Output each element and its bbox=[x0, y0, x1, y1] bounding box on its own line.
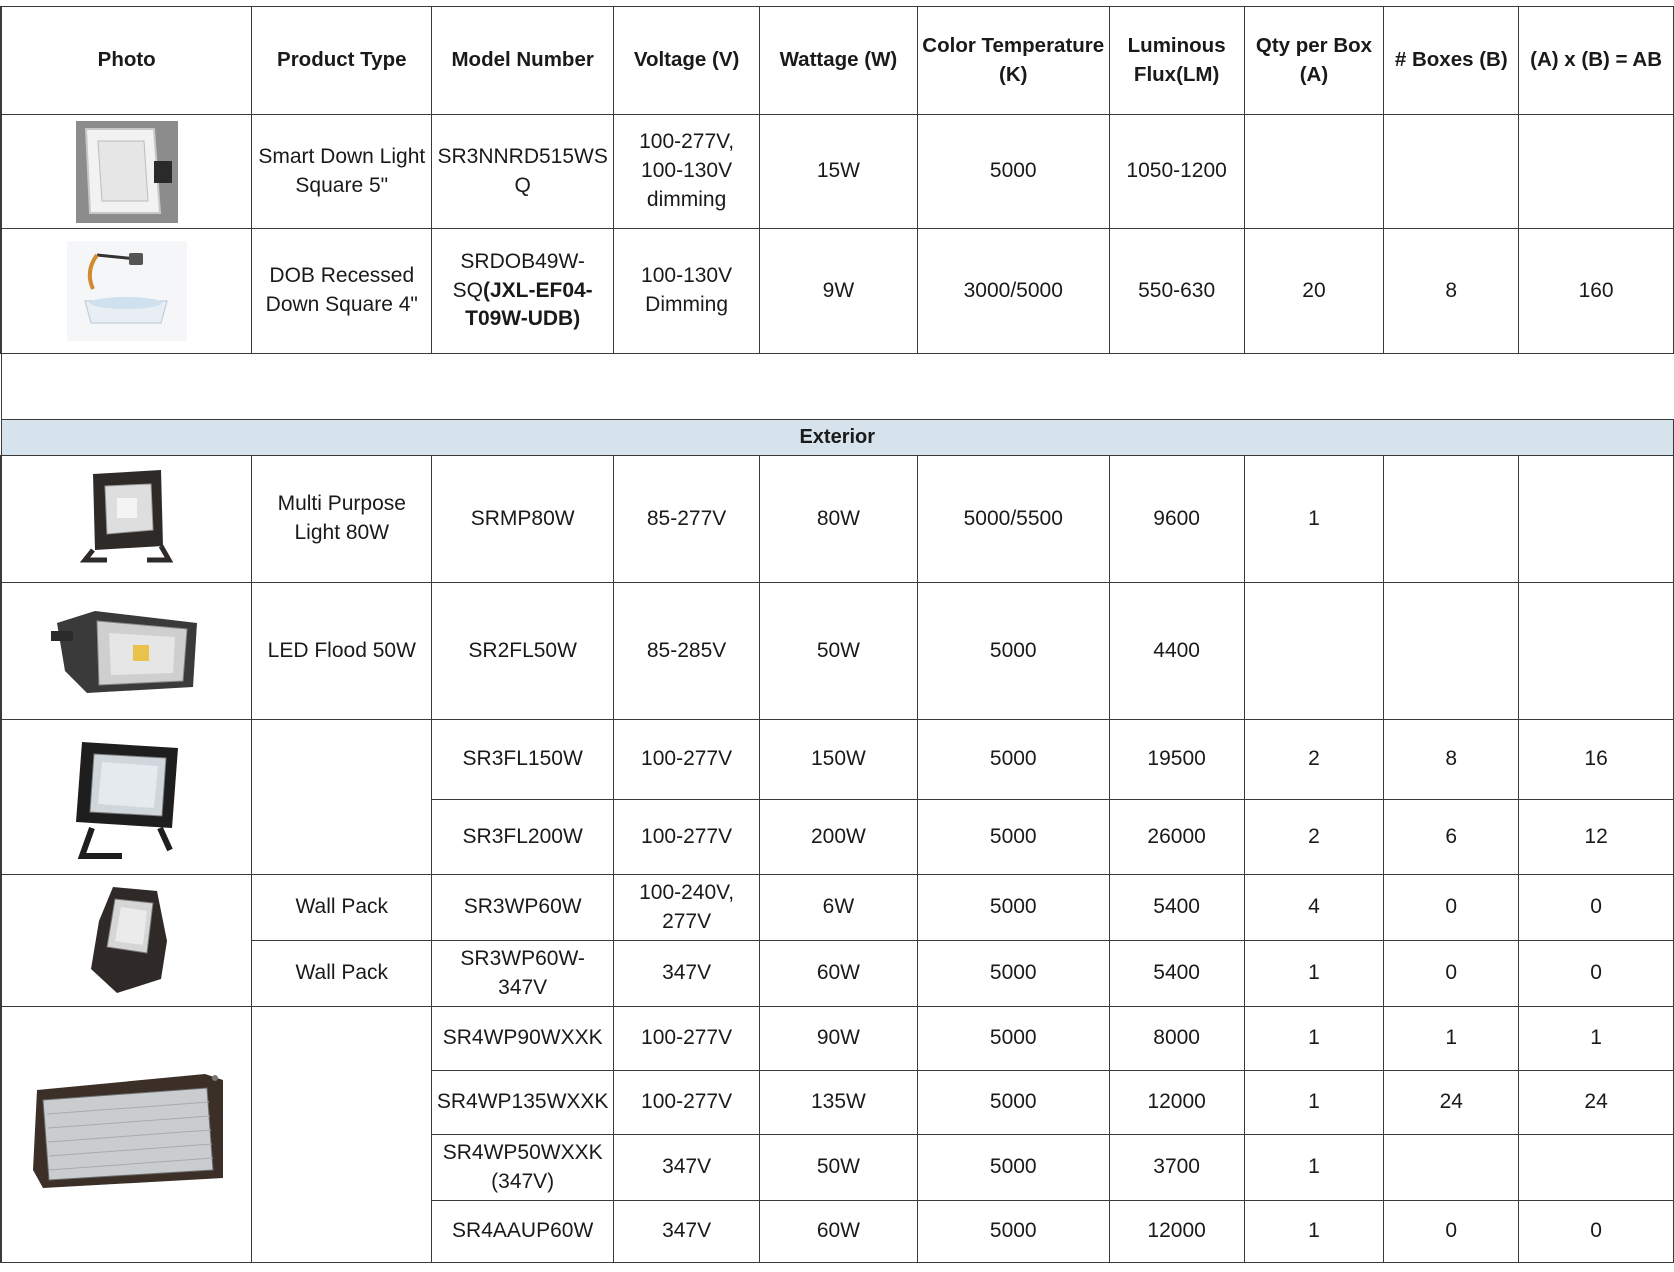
boxes-cell: 0 bbox=[1384, 941, 1519, 1007]
flux-cell: 19500 bbox=[1109, 720, 1244, 800]
product-table bbox=[0, 6, 1674, 1263]
table-row bbox=[1, 720, 1674, 800]
product-type-cell: DOB Recessed Down Square 4" bbox=[252, 229, 432, 354]
wattage-cell: 50W bbox=[760, 583, 918, 720]
flux-cell: 12000 bbox=[1109, 1071, 1244, 1135]
table-row bbox=[1, 875, 1674, 941]
wattage-cell: 50W bbox=[760, 1135, 918, 1201]
multi-purpose-light-photo bbox=[1, 456, 252, 583]
multi-purpose-light-icon bbox=[77, 464, 177, 574]
total-cell: 0 bbox=[1519, 875, 1674, 941]
voltage-cell: 85-285V bbox=[614, 583, 760, 720]
boxes-cell: 0 bbox=[1384, 875, 1519, 941]
product-type-cell: Wall Pack bbox=[252, 875, 432, 941]
table-row bbox=[1, 229, 1674, 354]
square-downlight-photo bbox=[1, 115, 252, 229]
section-exterior-label: Exterior bbox=[1, 420, 1674, 456]
table-row bbox=[1, 456, 1674, 583]
boxes-cell bbox=[1384, 115, 1519, 229]
header-model-number: Model Number bbox=[432, 7, 614, 115]
wattage-cell: 15W bbox=[760, 115, 918, 229]
product-type-cell: Wall Pack bbox=[252, 941, 432, 1007]
total-cell bbox=[1519, 1135, 1674, 1201]
section-header-row bbox=[1, 420, 1674, 456]
total-cell: 24 bbox=[1519, 1071, 1674, 1135]
total-cell: 1 bbox=[1519, 1007, 1674, 1071]
dob-recessed-icon bbox=[67, 241, 187, 341]
boxes-cell: 6 bbox=[1384, 800, 1519, 875]
table-row bbox=[1, 1007, 1674, 1071]
header-photo: Photo bbox=[1, 7, 252, 115]
qty-cell bbox=[1244, 583, 1384, 720]
model-number-cell: SR3WP60W-347V bbox=[432, 941, 614, 1007]
voltage-cell: 347V bbox=[614, 1135, 760, 1201]
model-number-cell: SR3NNRD515WSQ bbox=[432, 115, 614, 229]
boxes-cell bbox=[1384, 583, 1519, 720]
total-cell: 12 bbox=[1519, 800, 1674, 875]
boxes-cell bbox=[1384, 456, 1519, 583]
header-color-temperature: Color Temperature (K) bbox=[917, 7, 1109, 115]
header-wattage: Wattage (W) bbox=[760, 7, 918, 115]
total-cell: 0 bbox=[1519, 941, 1674, 1007]
wattage-cell: 6W bbox=[760, 875, 918, 941]
flux-cell: 550-630 bbox=[1109, 229, 1244, 354]
model-number-cell: SR3WP60W bbox=[432, 875, 614, 941]
total-cell bbox=[1519, 583, 1674, 720]
wattage-cell: 60W bbox=[760, 1201, 918, 1263]
voltage-cell: 347V bbox=[614, 1201, 760, 1263]
model-number-cell: SR4WP50WXXK (347V) bbox=[432, 1135, 614, 1201]
qty-cell: 1 bbox=[1244, 1135, 1384, 1201]
table-row bbox=[1, 115, 1674, 229]
spacer-row bbox=[1, 354, 1674, 420]
flux-cell: 26000 bbox=[1109, 800, 1244, 875]
wattage-cell: 150W bbox=[760, 720, 918, 800]
qty-cell: 2 bbox=[1244, 800, 1384, 875]
large-wall-pack-photo bbox=[1, 1007, 252, 1263]
color-temp-cell: 5000 bbox=[917, 1135, 1109, 1201]
flux-cell: 8000 bbox=[1109, 1007, 1244, 1071]
model-number-cell: SR3FL150W bbox=[432, 720, 614, 800]
voltage-cell: 100-277V, 100-130V dimming bbox=[614, 115, 760, 229]
color-temp-cell: 5000 bbox=[917, 720, 1109, 800]
header-product-type: Product Type bbox=[252, 7, 432, 115]
model-number-cell: SR4WP90WXXK bbox=[432, 1007, 614, 1071]
color-temp-cell: 5000 bbox=[917, 583, 1109, 720]
color-temp-cell: 5000 bbox=[917, 1007, 1109, 1071]
model-number-alt: (JXL-EF04-T09W-UDB) bbox=[465, 278, 593, 331]
wattage-cell: 9W bbox=[760, 229, 918, 354]
model-number-cell: SR4WP135WXXK bbox=[432, 1071, 614, 1135]
color-temp-cell: 3000/5000 bbox=[917, 229, 1109, 354]
voltage-cell: 100-130V Dimming bbox=[614, 229, 760, 354]
color-temp-cell: 5000 bbox=[917, 1071, 1109, 1135]
qty-cell: 1 bbox=[1244, 1071, 1384, 1135]
qty-cell: 20 bbox=[1244, 229, 1384, 354]
total-cell: 16 bbox=[1519, 720, 1674, 800]
flux-cell: 1050-1200 bbox=[1109, 115, 1244, 229]
table-row bbox=[1, 941, 1674, 1007]
spacer-cell bbox=[1, 354, 1674, 420]
color-temp-cell: 5000/5500 bbox=[917, 456, 1109, 583]
total-cell: 0 bbox=[1519, 1201, 1674, 1263]
voltage-cell: 100-277V bbox=[614, 800, 760, 875]
model-number-cell: SR4AAUP60W bbox=[432, 1201, 614, 1263]
product-type-cell bbox=[252, 720, 432, 875]
model-number-cell bbox=[432, 229, 614, 354]
color-temp-cell: 5000 bbox=[917, 941, 1109, 1007]
total-cell bbox=[1519, 456, 1674, 583]
voltage-cell: 85-277V bbox=[614, 456, 760, 583]
led-flood-icon bbox=[47, 601, 207, 701]
wattage-cell: 135W bbox=[760, 1071, 918, 1135]
total-cell: 160 bbox=[1519, 229, 1674, 354]
header-qty-per-box: Qty per Box (A) bbox=[1244, 7, 1384, 115]
voltage-cell: 100-240V, 277V bbox=[614, 875, 760, 941]
voltage-cell: 347V bbox=[614, 941, 760, 1007]
wattage-cell: 90W bbox=[760, 1007, 918, 1071]
wattage-cell: 200W bbox=[760, 800, 918, 875]
product-type-cell: Multi Purpose Light 80W bbox=[252, 456, 432, 583]
flux-cell: 12000 bbox=[1109, 1201, 1244, 1263]
qty-cell: 1 bbox=[1244, 1201, 1384, 1263]
boxes-cell: 8 bbox=[1384, 229, 1519, 354]
wall-pack-photo bbox=[1, 875, 252, 1007]
color-temp-cell: 5000 bbox=[917, 800, 1109, 875]
model-number-prefix: SRDOB49W-SQ bbox=[452, 249, 585, 302]
header-boxes: # Boxes (B) bbox=[1384, 7, 1519, 115]
boxes-cell: 24 bbox=[1384, 1071, 1519, 1135]
wattage-cell: 60W bbox=[760, 941, 918, 1007]
qty-cell: 1 bbox=[1244, 456, 1384, 583]
flux-cell: 5400 bbox=[1109, 941, 1244, 1007]
header-row bbox=[1, 7, 1674, 115]
qty-cell: 2 bbox=[1244, 720, 1384, 800]
qty-cell: 1 bbox=[1244, 1007, 1384, 1071]
header-total: (A) x (B) = AB bbox=[1519, 7, 1674, 115]
header-luminous-flux: Luminous Flux(LM) bbox=[1109, 7, 1244, 115]
wattage-cell: 80W bbox=[760, 456, 918, 583]
large-wall-pack-icon bbox=[27, 1070, 227, 1200]
voltage-cell: 100-277V bbox=[614, 720, 760, 800]
square-downlight-icon bbox=[76, 121, 178, 223]
product-type-cell: LED Flood 50W bbox=[252, 583, 432, 720]
flux-cell: 4400 bbox=[1109, 583, 1244, 720]
flux-cell: 9600 bbox=[1109, 456, 1244, 583]
qty-cell bbox=[1244, 115, 1384, 229]
table-row bbox=[1, 583, 1674, 720]
boxes-cell: 0 bbox=[1384, 1201, 1519, 1263]
boxes-cell bbox=[1384, 1135, 1519, 1201]
led-flood-photo bbox=[1, 583, 252, 720]
flux-cell: 3700 bbox=[1109, 1135, 1244, 1201]
dob-recessed-photo bbox=[1, 229, 252, 354]
color-temp-cell: 5000 bbox=[917, 1201, 1109, 1263]
flood-light-icon bbox=[62, 732, 192, 862]
product-type-cell bbox=[252, 1007, 432, 1263]
model-number-cell: SRMP80W bbox=[432, 456, 614, 583]
product-type-cell: Smart Down Light Square 5" bbox=[252, 115, 432, 229]
boxes-cell: 1 bbox=[1384, 1007, 1519, 1071]
total-cell bbox=[1519, 115, 1674, 229]
qty-cell: 1 bbox=[1244, 941, 1384, 1007]
qty-cell: 4 bbox=[1244, 875, 1384, 941]
wall-pack-icon bbox=[77, 881, 177, 1001]
model-number-cell: SR2FL50W bbox=[432, 583, 614, 720]
color-temp-cell: 5000 bbox=[917, 875, 1109, 941]
voltage-cell: 100-277V bbox=[614, 1007, 760, 1071]
flux-cell: 5400 bbox=[1109, 875, 1244, 941]
boxes-cell: 8 bbox=[1384, 720, 1519, 800]
color-temp-cell: 5000 bbox=[917, 115, 1109, 229]
voltage-cell: 100-277V bbox=[614, 1071, 760, 1135]
flood-light-photo bbox=[1, 720, 252, 875]
header-voltage: Voltage (V) bbox=[614, 7, 760, 115]
model-number-cell: SR3FL200W bbox=[432, 800, 614, 875]
